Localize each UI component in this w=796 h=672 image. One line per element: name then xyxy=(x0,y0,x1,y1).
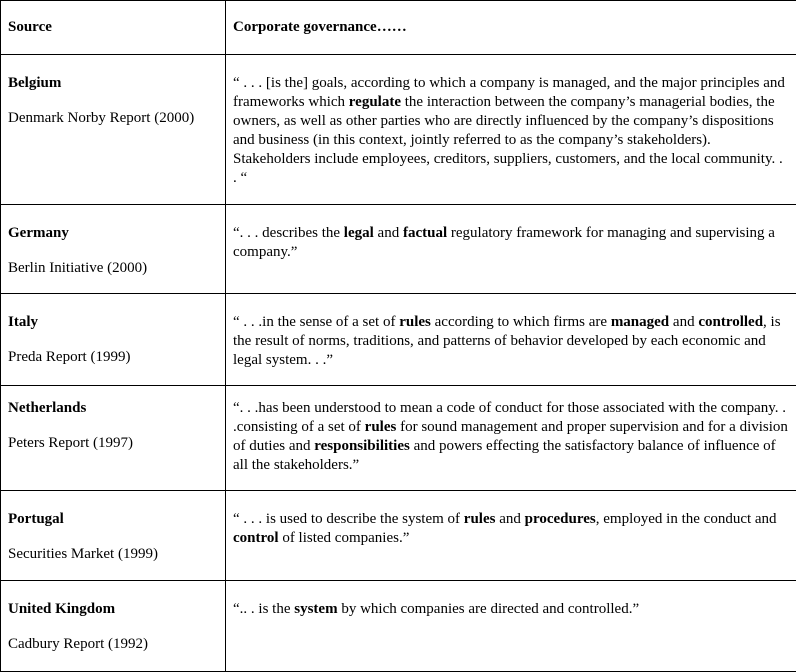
quote-text: , is the result of norms, traditions, and patterns of behavior developed by each economic and legal system. . .” xyxy=(233,314,781,368)
quote-text: the interaction between the company’s managerial bodies, the owners, as well as other parties who are directly influenced by the company’s dispositions and business (in this context, jointly referred to as the company’s stakeholders). Stakeholders include employees, creditors, suppliers, customers, and the local community. . . “ xyxy=(233,94,783,186)
quote-text: “. . .has been understood to mean a code of conduct for those associated with the company. . .consisting of a set of xyxy=(233,400,786,435)
table-row xyxy=(1,386,796,491)
quote-text: “ . . . is used to describe the system of xyxy=(233,511,464,527)
quote-keyword: system xyxy=(294,601,337,617)
header-definition: Corporate governance…… xyxy=(233,19,407,35)
source-cell xyxy=(1,581,226,672)
quote-keyword: regulate xyxy=(349,94,401,110)
table-row xyxy=(1,55,796,205)
report-name: Berlin Initiative (2000) xyxy=(8,259,219,278)
quote-text: “ . . .in the sense of a set of xyxy=(233,314,399,330)
header-definition-cell xyxy=(226,1,796,55)
report-name: Peters Report (1997) xyxy=(8,434,219,453)
table-row xyxy=(1,205,796,294)
table-row xyxy=(1,581,796,672)
table-row xyxy=(1,294,796,386)
quote-keyword: rules xyxy=(365,419,397,435)
quote-text: by which companies are directed and controlled.” xyxy=(338,601,640,617)
definition-cell xyxy=(226,294,796,386)
definition-quote xyxy=(233,224,790,262)
table-row xyxy=(1,491,796,581)
source-cell xyxy=(1,55,226,205)
report-name: Securities Market (1999) xyxy=(8,545,219,564)
quote-keyword: control xyxy=(233,530,279,546)
header-source-cell xyxy=(1,1,226,55)
definition-cell xyxy=(226,205,796,294)
quote-text: “ . . . [is the] goals, according to which a company is managed, and the major principles and frameworks which xyxy=(233,75,785,110)
quote-keyword: responsibilities xyxy=(314,438,410,454)
definition-quote xyxy=(233,313,790,370)
source-cell xyxy=(1,491,226,581)
definition-quote xyxy=(233,74,790,188)
quote-text: “.. . is the xyxy=(233,601,294,617)
country-name: Italy xyxy=(8,313,219,332)
definition-quote xyxy=(233,510,790,548)
quote-keyword: controlled xyxy=(698,314,763,330)
source-cell xyxy=(1,386,226,491)
report-name: Preda Report (1999) xyxy=(8,348,219,367)
country-name: United Kingdom xyxy=(8,600,219,619)
quote-keyword: procedures xyxy=(525,511,596,527)
quote-text: and xyxy=(374,225,403,241)
quote-keyword: rules xyxy=(399,314,431,330)
source-cell xyxy=(1,205,226,294)
country-name: Netherlands xyxy=(8,399,219,418)
quote-keyword: rules xyxy=(464,511,496,527)
definition-cell xyxy=(226,491,796,581)
quote-text: and xyxy=(669,314,698,330)
country-name: Germany xyxy=(8,224,219,243)
definition-cell xyxy=(226,386,796,491)
header-row xyxy=(1,1,796,55)
source-cell xyxy=(1,294,226,386)
quote-text: of listed companies.” xyxy=(279,530,410,546)
definition-quote xyxy=(233,600,790,619)
report-name: Denmark Norby Report (2000) xyxy=(8,109,219,128)
country-name: Belgium xyxy=(8,74,219,93)
quote-text: for sound management and proper supervision and for a division of duties and xyxy=(233,419,788,454)
definition-cell xyxy=(226,581,796,672)
report-name: Cadbury Report (1992) xyxy=(8,635,219,654)
quote-text: according to which firms are xyxy=(431,314,611,330)
country-name: Portugal xyxy=(8,510,219,529)
header-source: Source xyxy=(8,19,52,35)
quote-text: “. . . describes the xyxy=(233,225,344,241)
definition-cell xyxy=(226,55,796,205)
quote-text: and xyxy=(495,511,524,527)
quote-text: and powers effecting the satisfactory balance of influence of all the stakeholders.” xyxy=(233,438,776,473)
quote-keyword: factual xyxy=(403,225,447,241)
quote-text: regulatory framework for managing and supervising a company.” xyxy=(233,225,775,260)
quote-text: , employed in the conduct and xyxy=(596,511,777,527)
definition-quote xyxy=(233,399,790,475)
quote-keyword: legal xyxy=(344,225,374,241)
quote-keyword: managed xyxy=(611,314,669,330)
